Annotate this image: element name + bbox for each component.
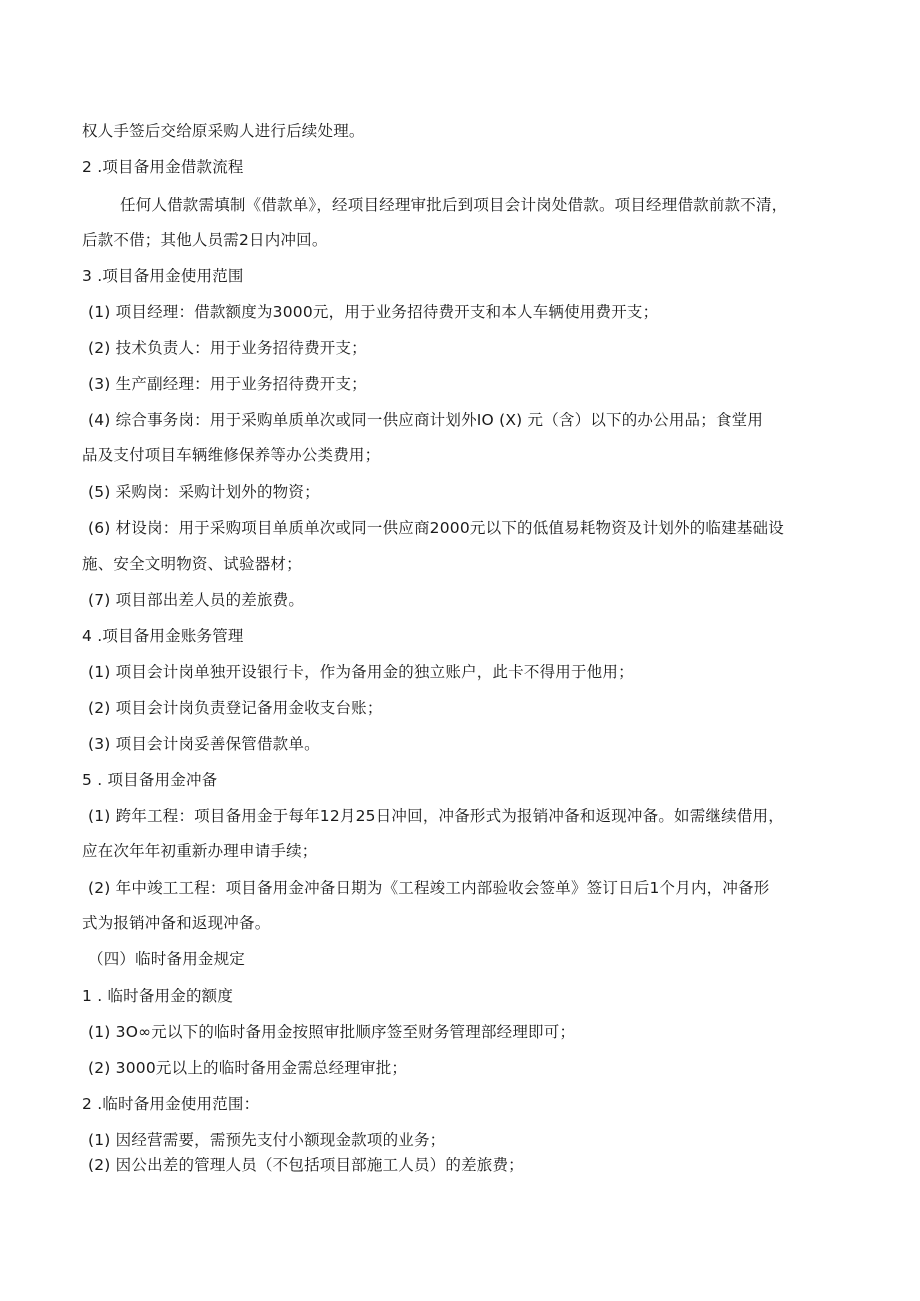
paragraph-line: 任何人借款需填制《借款单》，经项目经理审批后到项目会计岗处借款。项目经理借款前款不清， — [120, 196, 788, 214]
list-item: (2) 因公出差的管理人员（不包括项目部施工人员）的差旅费； — [88, 1156, 524, 1174]
list-item: (1) 项目经理：借款额度为3000元，用于业务招待费开支和本人车辆使用费开支； — [88, 303, 659, 321]
list-item: (1) 跨年工程：项目备用金于每年12月25日冲回，冲备形式为报销冲备和返现冲备。如需继续借用， — [88, 807, 784, 825]
section-heading: 2 .临时备用金使用范围： — [82, 1095, 260, 1113]
list-item: (6) 材设岗：用于采购项目单质单次或同一供应商2000元以下的低值易耗物资及计划外的临建基础设 — [88, 519, 784, 537]
paragraph-line: 式为报销冲备和返现冲备。 — [82, 914, 271, 932]
section-heading: （四）临时备用金规定 — [88, 950, 246, 968]
paragraph-line: 施、安全文明物资、试验器材； — [82, 555, 302, 573]
section-heading: 3 .项目备用金使用范围 — [82, 267, 244, 285]
list-item: (3) 项目会计岗妥善保管借款单。 — [88, 735, 320, 753]
list-item: (7) 项目部出差人员的差旅费。 — [88, 591, 305, 609]
list-item: (2) 年中竣工工程：项目备用金冲备日期为《工程竣工内部验收会签单》签订日后1个月内，冲备形 — [88, 879, 770, 897]
list-item: (2) 3000元以上的临时备用金需总经理审批； — [88, 1059, 408, 1077]
list-item: (1) 因经营需要，需预先支付小额现金款项的业务； — [88, 1131, 446, 1149]
section-heading: 1 . 临时备用金的额度 — [82, 987, 234, 1005]
paragraph-line: 应在次年年初重新办理申请手续； — [82, 842, 318, 860]
list-item: (2) 技术负责人：用于业务招待费开支； — [88, 339, 367, 357]
section-heading: 5 . 项目备用金冲备 — [82, 771, 218, 789]
section-heading: 2 .项目备用金借款流程 — [82, 158, 244, 176]
paragraph-line: 后款不借；其他人员需2日内冲回。 — [82, 231, 328, 249]
list-item: (3) 生产副经理：用于业务招待费开支； — [88, 375, 367, 393]
list-item: (1) 3O∞元以下的临时备用金按照审批顺序签至财务管理部经理即可； — [88, 1023, 576, 1041]
list-item: (4) 综合事务岗：用于采购单质单次或同一供应商计划外IO (X) 元（含）以下的办公用品；食堂用 — [88, 411, 764, 429]
paragraph-line: 权人手签后交给原采购人进行后续处理。 — [82, 122, 365, 140]
list-item: (1) 项目会计岗单独开设银行卡，作为备用金的独立账户，此卡不得用于他用； — [88, 663, 634, 681]
section-heading: 4 .项目备用金账务管理 — [82, 627, 244, 645]
list-item: (5) 采购岗：采购计划外的物资； — [88, 483, 320, 501]
list-item: (2) 项目会计岗负责登记备用金收支台账； — [88, 699, 383, 717]
paragraph-line: 品及支付项目车辆维修保养等办公类费用； — [82, 446, 381, 464]
